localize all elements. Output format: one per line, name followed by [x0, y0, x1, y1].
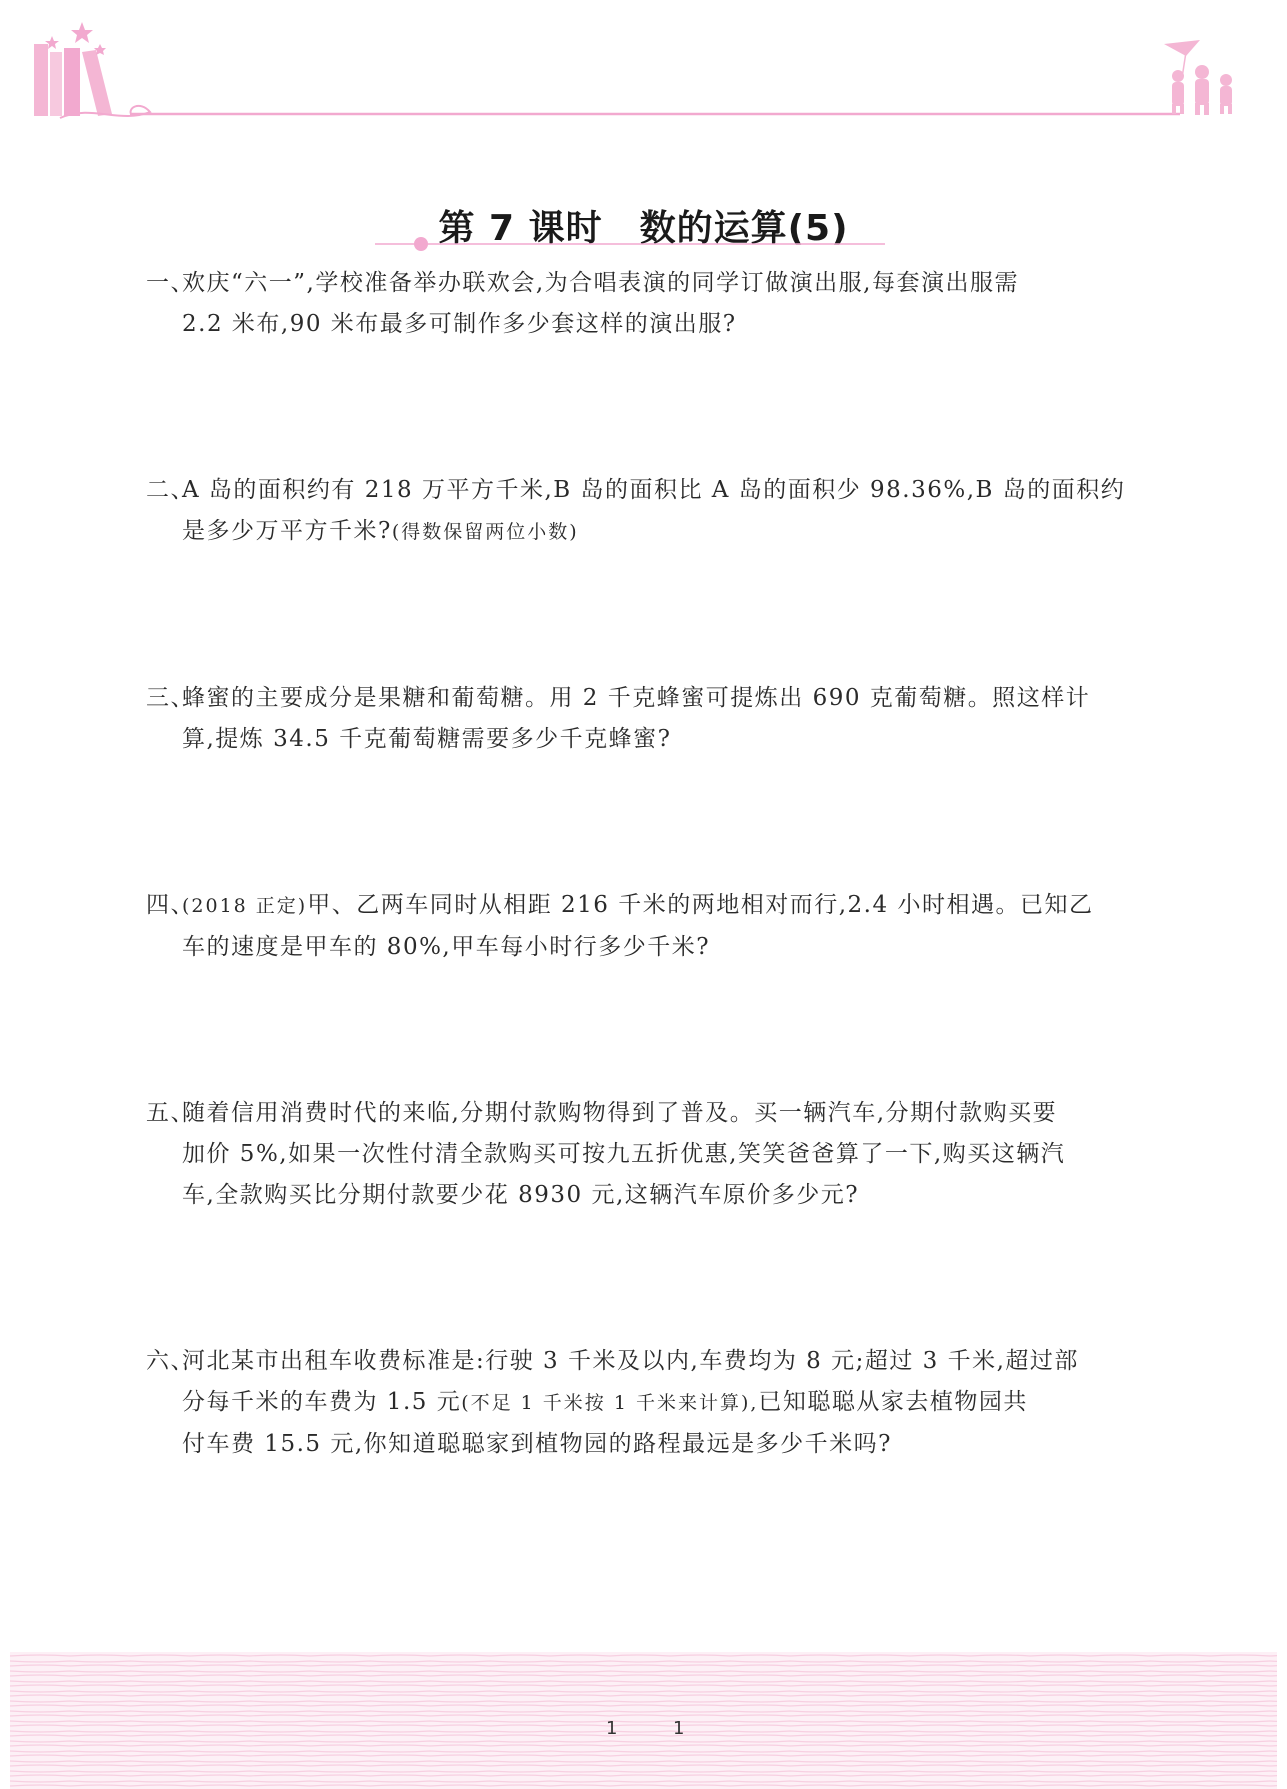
question-text-line: 欢庆“六一”,学校准备举办联欢会,为合唱表演的同学订做演出服,每套演出服需: [182, 270, 1019, 296]
question-number: 三、: [146, 685, 195, 711]
question-text-line: 分每千米的车费为 1.5 元: [182, 1389, 462, 1415]
question-text-line: 蜂蜜的主要成分是果糖和葡萄糖。用 2 千克蜂蜜可提炼出 690 克葡萄糖。照这样计: [182, 685, 1091, 711]
children-silhouette-icon: [1164, 40, 1232, 115]
header-decoration: [0, 0, 1287, 140]
footer-stripes: [10, 1652, 1277, 1789]
question-text-line: 随着信用消费时代的来临,分期付款购物得到了普及。买一辆汽车,分期付款购买要: [182, 1100, 1058, 1126]
question-number: 五、: [146, 1100, 195, 1126]
question-note: (不足 1 千米按 1 千米来计算),: [461, 1392, 759, 1414]
page-number: 1: [606, 1718, 618, 1739]
question-1: [146, 263, 1126, 345]
books-icon: [34, 44, 112, 116]
question-number: 四、: [146, 892, 195, 918]
question-text-line: 甲、乙两车同时从相距 216 千米的两地相对而行,2.4 小时相遇。已知乙: [307, 892, 1094, 918]
page-number: 1: [673, 1718, 685, 1739]
question-3: [146, 678, 1126, 760]
question-text-line: 2.2 米布,90 米布最多可制作多少套这样的演出服?: [182, 311, 737, 337]
question-2: [146, 470, 1126, 553]
question-text-line: 车的速度是甲车的 80%,甲车每小时行多少千米?: [182, 934, 711, 960]
question-text-line: 算,提炼 34.5 千克葡萄糖需要多少千克蜂蜜?: [182, 726, 672, 752]
question-5: [146, 1093, 1126, 1216]
question-text-line: 加价 5%,如果一次性付清全款购买可按九五折优惠,笑笑爸爸算了一下,购买这辆汽: [182, 1141, 1066, 1167]
page-title: 第 7 课时 数的运算(5): [438, 208, 849, 249]
question-text-line: 已知聪聪从家去植物园共: [758, 1389, 1028, 1415]
question-text-line: 车,全款购买比分期付款要少花 8930 元,这辆汽车原价多少元?: [182, 1182, 860, 1208]
question-number: 二、: [146, 477, 195, 503]
question-6: [146, 1341, 1126, 1465]
question-note: (得数保留两位小数): [391, 521, 579, 543]
question-text-line: 河北某市出租车收费标准是:行驶 3 千米及以内,车费均为 8 元;超过 3 千米,超过部: [182, 1348, 1079, 1374]
question-number: 一、: [146, 270, 195, 296]
question-number: 六、: [146, 1348, 195, 1374]
question-4: [146, 885, 1126, 968]
title-underline: [375, 236, 885, 252]
question-text-line: A 岛的面积约有 218 万平方千米,B 岛的面积比 A 岛的面积少 98.36%,B 岛的面积约: [182, 477, 1126, 503]
question-text-line: 付车费 15.5 元,你知道聪聪家到植物园的路程最远是多少千米吗?: [182, 1431, 892, 1457]
question-source: (2018 正定): [182, 895, 308, 917]
question-text-line: 是多少万平方千米?: [182, 518, 392, 544]
